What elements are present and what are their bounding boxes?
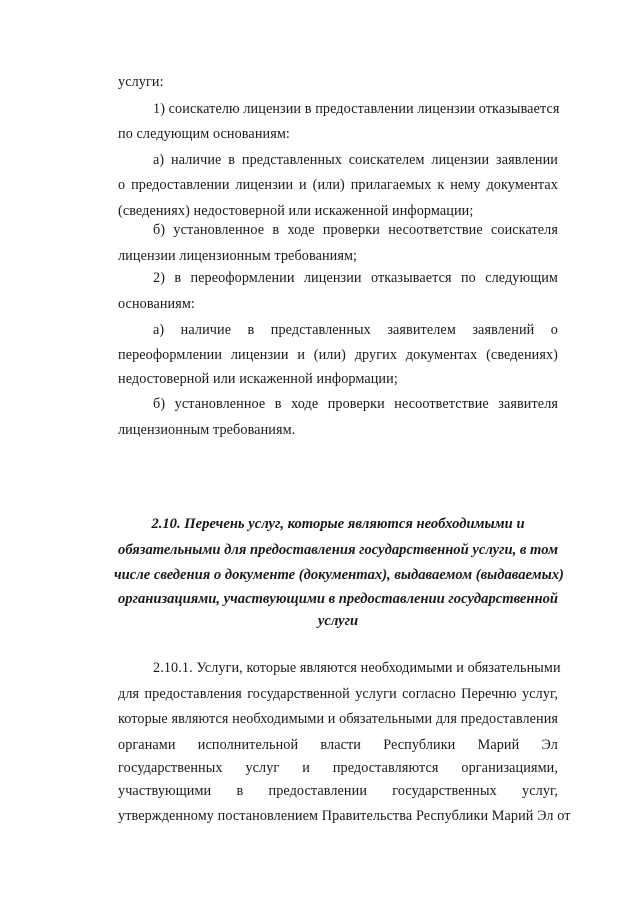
text-line: для предоставления государственной услуги согласно Перечню услуг, <box>118 686 558 702</box>
section-heading-line: организациями, участвующими в предоставлении государственной <box>117 591 559 607</box>
text-line: 1) соискателю лицензии в предоставлении лицензии отказывается <box>153 101 560 117</box>
text-line: (сведениях) недостоверной или искаженной информации; <box>118 203 474 219</box>
text-line: б) установленное в ходе проверки несоответствие соискателя <box>153 222 558 238</box>
text-line: а) наличие в представленных соискателем лицензии заявлении <box>153 152 558 168</box>
text-line: недостоверной или искаженной информации; <box>118 371 398 387</box>
section-heading-line: 2.10. Перечень услуг, которые являются необходимыми и <box>151 516 525 532</box>
text-line: органами исполнительной власти Республики Марий Эл <box>118 737 558 753</box>
text-line: основаниям: <box>118 296 195 312</box>
text-line: утвержденному постановлением Правительства Республики Марий Эл от <box>118 808 571 824</box>
text-line: государственных услуг и предоставляются организациями, <box>118 760 558 776</box>
section-heading-line: обязательными для предоставления государственной услуги, в том <box>118 542 558 558</box>
text-line: по следующим основаниям: <box>118 126 290 142</box>
text-line: о предоставлении лицензии и (или) прилагаемых к нему документах <box>118 177 558 193</box>
text-line: лицензионным требованиям. <box>118 422 296 438</box>
text-line: которые являются необходимыми и обязательными для предоставления <box>118 711 559 727</box>
text-line: участвующими в предоставлении государственных услуг, <box>118 783 558 799</box>
text-line: услуги: <box>118 74 164 90</box>
text-line: 2) в переоформлении лицензии отказывается по следующим <box>153 270 558 286</box>
section-heading-line: услуги <box>317 613 359 629</box>
text-line: лицензии лицензионным требованиям; <box>118 248 358 264</box>
text-line: 2.10.1. Услуги, которые являются необходимыми и обязательными <box>153 660 561 676</box>
section-heading-line: числе сведения о документе (документах), выдаваемом (выдаваемых) <box>114 567 564 583</box>
text-line: а) наличие в представленных заявителем заявлений о <box>153 322 558 338</box>
text-line: б) установленное в ходе проверки несоответствие заявителя <box>153 396 558 412</box>
text-line: переоформлении лицензии и (или) других документах (сведениях) <box>118 347 558 363</box>
